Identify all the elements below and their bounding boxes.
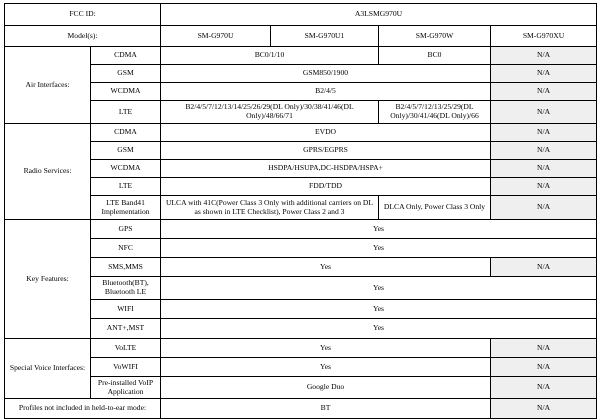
- key-features-group: Key Features:: [5, 220, 91, 339]
- radio-gsm-na: N/A: [491, 142, 597, 160]
- air-cdma-value-u: BC0/1/10: [161, 47, 379, 65]
- key-bluetooth-row: [5, 277, 597, 300]
- key-gps-row: [5, 220, 597, 239]
- fcc-id-label: FCC ID:: [5, 4, 161, 26]
- radio-wcdma-row: [5, 160, 597, 178]
- radio-lte-band41-value-u: ULCA with 41C(Power Class 3 Only with additional carriers on DL as shown in LTE Checklist), Power Class 2 and 3: [161, 196, 379, 220]
- air-cdma-row: [5, 47, 597, 65]
- radio-wcdma-label: WCDMA: [91, 160, 161, 178]
- air-wcdma-value: B2/4/5: [161, 83, 491, 101]
- air-gsm-value: GSM850/1900: [161, 65, 491, 83]
- models-label: Model(s):: [5, 26, 161, 47]
- model-1: SM-G970U: [161, 26, 271, 47]
- air-lte-value-w: B2/4/5/7/12/13/25/29(DL Only)/30/41/46(DL Only)/66: [379, 101, 491, 124]
- air-wcdma-label: WCDMA: [91, 83, 161, 101]
- radio-lte-band41-na: N/A: [491, 196, 597, 220]
- air-gsm-label: GSM: [91, 65, 161, 83]
- key-ant-row: [5, 319, 597, 339]
- voice-vowifi-na: N/A: [491, 358, 597, 377]
- key-nfc-value: Yes: [161, 239, 597, 258]
- radio-cdma-na: N/A: [491, 124, 597, 142]
- key-wifi-row: [5, 300, 597, 319]
- radio-wcdma-value: HSDPA/HSUPA,DC-HSDPA/HSPA+: [161, 160, 491, 178]
- air-wcdma-na: N/A: [491, 83, 597, 101]
- key-wifi-label: WIFI: [91, 300, 161, 319]
- fcc-spec-sheet: [4, 3, 596, 413]
- air-lte-na: N/A: [491, 101, 597, 124]
- radio-lte-band41-row: [5, 196, 597, 220]
- voice-volte-value: Yes: [161, 339, 491, 358]
- air-cdma-label: CDMA: [91, 47, 161, 65]
- voice-volte-label: VoLTE: [91, 339, 161, 358]
- profiles-row: [5, 399, 597, 419]
- key-gps-value: Yes: [161, 220, 597, 239]
- model-3: SM-G970W: [379, 26, 491, 47]
- radio-cdma-label: CDMA: [91, 124, 161, 142]
- air-interfaces-group: Air Interfaces:: [5, 47, 91, 124]
- key-sms-value: Yes: [161, 258, 491, 277]
- radio-services-group: Radio Services:: [5, 124, 91, 220]
- radio-lte-row: [5, 178, 597, 196]
- voice-volte-na: N/A: [491, 339, 597, 358]
- air-lte-label: LTE: [91, 101, 161, 124]
- fcc-id-row: [5, 4, 597, 26]
- key-bluetooth-label: Bluetooth(BT), Bluetooth LE: [91, 277, 161, 300]
- voice-vowifi-label: VoWIFI: [91, 358, 161, 377]
- voice-voip-label: Pre-installed VoIP Application: [91, 377, 161, 399]
- radio-lte-band41-label: LTE Band41 Implementation: [91, 196, 161, 220]
- voice-vowifi-value: Yes: [161, 358, 491, 377]
- voice-voip-na: N/A: [491, 377, 597, 399]
- air-cdma-na: N/A: [491, 47, 597, 65]
- voice-interfaces-group: Special Voice Interfaces:: [5, 339, 91, 399]
- radio-lte-label: LTE: [91, 178, 161, 196]
- key-nfc-row: [5, 239, 597, 258]
- radio-lte-value: FDD/TDD: [161, 178, 491, 196]
- radio-gsm-value: GPRS/EGPRS: [161, 142, 491, 160]
- key-gps-label: GPS: [91, 220, 161, 239]
- key-ant-value: Yes: [161, 319, 597, 339]
- key-sms-na: N/A: [491, 258, 597, 277]
- voice-volte-row: [5, 339, 597, 358]
- key-bluetooth-value: Yes: [161, 277, 597, 300]
- radio-gsm-label: GSM: [91, 142, 161, 160]
- air-lte-value-u: B2/4/5/7/12/13/14/25/26/29(DL Only)/30/38/41/46(DL Only)/48/66/71: [161, 101, 379, 124]
- air-lte-row: [5, 101, 597, 124]
- air-gsm-na: N/A: [491, 65, 597, 83]
- profiles-value: BT: [161, 399, 491, 419]
- key-sms-row: [5, 258, 597, 277]
- radio-cdma-row: [5, 124, 597, 142]
- voice-voip-row: [5, 377, 597, 399]
- air-cdma-value-w: BC0: [379, 47, 491, 65]
- radio-lte-band41-value-w: DLCA Only, Power Class 3 Only: [379, 196, 491, 220]
- profiles-na: N/A: [491, 399, 597, 419]
- profiles-label: Profiles not included in held-to-ear mode:: [5, 399, 161, 419]
- fcc-spec-table: [4, 3, 597, 419]
- radio-wcdma-na: N/A: [491, 160, 597, 178]
- radio-lte-na: N/A: [491, 178, 597, 196]
- key-nfc-label: NFC: [91, 239, 161, 258]
- voice-voip-value: Google Duo: [161, 377, 491, 399]
- model-2: SM-G970U1: [271, 26, 379, 47]
- radio-gsm-row: [5, 142, 597, 160]
- air-wcdma-row: [5, 83, 597, 101]
- radio-cdma-value: EVDO: [161, 124, 491, 142]
- key-sms-label: SMS,MMS: [91, 258, 161, 277]
- models-row: [5, 26, 597, 47]
- model-4: SM-G970XU: [491, 26, 597, 47]
- key-ant-label: ANT+,MST: [91, 319, 161, 339]
- fcc-id-value: A3LSMG970U: [161, 4, 597, 26]
- key-wifi-value: Yes: [161, 300, 597, 319]
- voice-vowifi-row: [5, 358, 597, 377]
- air-gsm-row: [5, 65, 597, 83]
